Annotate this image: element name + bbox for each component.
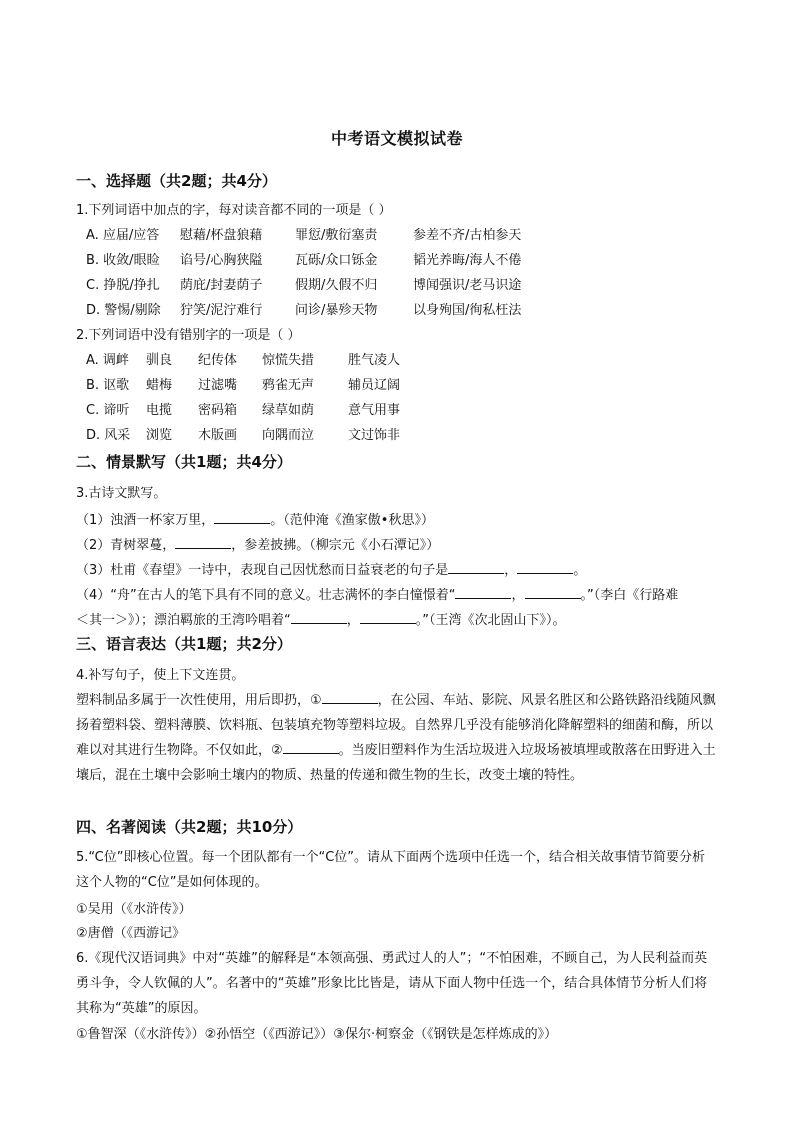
option-cell: A. 应届/应答 <box>86 228 160 243</box>
option-cell: 狞笑/泥泞难行 <box>180 303 263 318</box>
option-cell: 辅员辽阔 <box>348 378 401 393</box>
section-heading-choice: 一、选择题（共2题；共4分） <box>76 172 277 190</box>
section-heading-expression: 三、语言表达（共1题；共2分） <box>76 635 292 653</box>
answer-blank[interactable] <box>175 535 231 549</box>
option-cell: 密码箱 <box>198 403 238 418</box>
q3-item-1: （1）浊酒一杯家万里， 。（范仲淹《渔家傲•秋思》） <box>76 510 434 529</box>
q3-item-3: （3）杜甫《春望》一诗中，表现自己因忧愁而日益衰老的句子是 ， 。 <box>76 560 586 579</box>
option-cell: 慰藉/杯盘狼藉 <box>180 228 263 243</box>
q1-option-a <box>86 228 543 244</box>
q5-option-1: ①吴用（《水浒传》） <box>76 902 192 917</box>
option-cell: 罪愆/敷衍塞责 <box>295 228 378 243</box>
option-cell: 绿草如荫 <box>262 403 315 418</box>
q6-options: ①鲁智深（《水浒传》）②孙悟空（《西游记》）③保尔·柯察金（《钢铁是怎样炼成的》） <box>76 1027 558 1042</box>
option-cell: 向隅而泣 <box>262 428 315 443</box>
answer-blank[interactable] <box>291 610 347 624</box>
option-cell: 博闻强识/老马识途 <box>413 278 522 293</box>
question-6-stem: 6.《现代汉语词典》中对“英雄”的解释是“本领高强、勇武过人的人”；“不怕困难，不顾自己，为人民利益而英勇斗争，令人钦佩的人”。名著中的“英雄”形象比比皆是，请从下面人物中任选一个，结合具体情节分析人们将其称为“英雄”的原因。 <box>76 951 708 1016</box>
option-cell: 谄号/心胸狭隘 <box>180 253 263 268</box>
option-cell: 意气用事 <box>348 403 401 418</box>
option-cell: 纪传体 <box>198 353 238 368</box>
question-1-stem: 1.下列词语中加点的字，每对读音都不同的一项是（ ） <box>76 203 392 218</box>
answer-blank[interactable] <box>322 690 378 704</box>
q1-option-b <box>86 253 543 269</box>
option-cell: B. 讴歌 <box>86 378 130 393</box>
question-2-stem: 2.下列词语中没有错别字的一项是（ ） <box>76 328 301 343</box>
q2-option-c <box>86 403 400 419</box>
q1-option-d <box>86 303 543 319</box>
answer-blank[interactable] <box>517 560 573 574</box>
question-4-stem: 4.补写句子，使上下文连贯。 <box>76 668 245 683</box>
option-cell: 鸦雀无声 <box>262 378 315 393</box>
answer-blank[interactable] <box>214 510 270 524</box>
q2-option-a <box>86 353 400 369</box>
question-5-stem: 5.“C位”即核心位置。每一个团队都有一个“C位”。请从下面两个选项中任选一个，结合相关故事情节简要分析这个人物的“C位”是如何体现的。 <box>76 850 706 890</box>
option-cell: 胜气凌人 <box>348 353 401 368</box>
option-cell: 文过饰非 <box>348 428 401 443</box>
option-cell: 驯良 <box>146 353 173 368</box>
option-cell: C. 谛听 <box>86 403 130 418</box>
q2-option-b <box>86 378 400 394</box>
q5-option-2: ②唐僧（《西游记》 <box>76 926 186 941</box>
section-heading-dictation: 二、情景默写（共1题；共4分） <box>76 453 292 471</box>
q3-item-4: （4）“舟”在古人的笔下具有不同的意义。壮志满怀的李白憧憬着“ ， 。”（李白《行路难 <box>76 585 678 604</box>
q2-option-d <box>86 428 400 444</box>
answer-blank[interactable] <box>448 560 504 574</box>
option-cell: 惊慌失措 <box>262 353 315 368</box>
option-cell: 木版画 <box>198 428 238 443</box>
answer-blank[interactable] <box>360 610 416 624</box>
option-cell: 参差不齐/古柏参天 <box>413 228 522 243</box>
q3-item-2: （2）青树翠蔓， ，参差披拂。（柳宗元《小石潭记》） <box>76 535 439 554</box>
option-cell: B. 收敛/眼睑 <box>86 253 160 268</box>
answer-blank[interactable] <box>525 585 581 599</box>
q3-item-4-cont: ＜其一＞》）；漂泊羁旅的王湾吟唱着“ ， 。”（王湾《次北固山下》）。 <box>76 610 566 629</box>
option-cell: 蜡梅 <box>146 378 173 393</box>
option-cell: 韬光养晦/海人不倦 <box>413 253 522 268</box>
section-heading-classics: 四、名著阅读（共2题；共10分） <box>76 818 303 836</box>
option-cell: 以身殉国/徇私枉法 <box>413 303 522 318</box>
option-cell: D. 风采 <box>86 428 131 443</box>
option-cell: 电揽 <box>146 403 173 418</box>
answer-blank[interactable] <box>283 740 339 754</box>
option-cell: D. 警惕/剔除 <box>86 303 161 318</box>
option-cell: 荫庇/封妻荫子 <box>180 278 263 293</box>
question-3-stem: 3.古诗文默写。 <box>76 486 167 501</box>
answer-blank[interactable] <box>455 585 511 599</box>
option-cell: 瓦砾/众口铄金 <box>295 253 378 268</box>
option-cell: 浏览 <box>146 428 173 443</box>
option-cell: A. 调衅 <box>86 353 129 368</box>
page-title: 中考语文模拟试卷 <box>330 129 463 148</box>
option-cell: 过滤嘴 <box>198 378 238 393</box>
option-cell: 问诊/暴殄天物 <box>295 303 378 318</box>
q1-option-c <box>86 278 543 294</box>
question-4-passage: 塑料制品多属于一次性使用，用后即扔，① ，在公园、车站、影院、风景名胜区和公路铁路沿线随风飘扬着塑料袋、塑料薄膜、饮料瓶、包装填充物等塑料垃圾。自然界几乎没有能够消化降解塑料的细菌和酶，所以难以对其进行生物降。不仅如此，② 。当废旧塑料作为生活垃圾进入垃圾场被填埋或散落在田野进入土壤后，混在土壤中会影响土壤内的物质、热量的传递和微生物的生长，改变土壤的特性。 <box>76 688 718 788</box>
option-cell: C. 挣脱/挣扎 <box>86 278 160 293</box>
option-cell: 假期/久假不归 <box>295 278 378 293</box>
